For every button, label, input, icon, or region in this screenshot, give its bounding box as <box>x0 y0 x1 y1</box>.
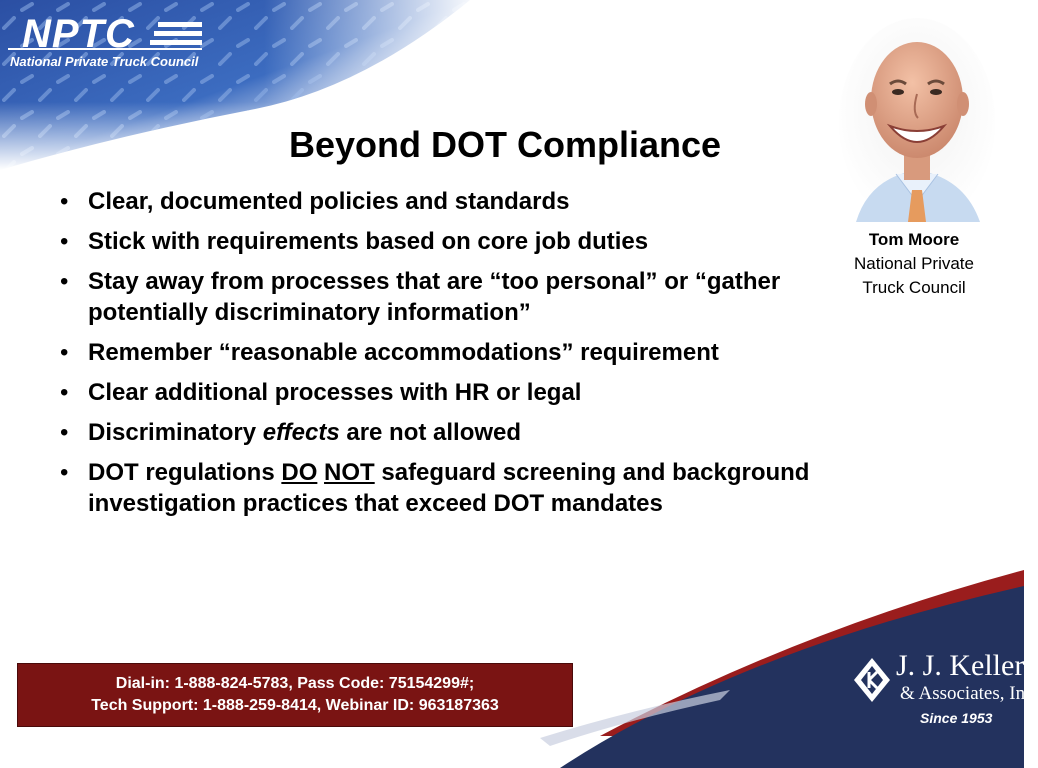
bullet-item <box>60 337 850 368</box>
bullet-text-end: are not allowed <box>339 419 522 446</box>
bullet-item <box>60 266 850 328</box>
bullet-text: Stay away from processes that are “too personal” or “gather potentially discriminatory information” <box>88 268 781 326</box>
underlined-do: DO <box>281 459 318 486</box>
sponsor-since: Since 1953 <box>920 710 993 726</box>
underlined-not: NOT <box>324 459 375 486</box>
dial-in-info-box <box>18 664 572 726</box>
speaker-org-line1: National Private <box>853 254 974 273</box>
tech-support-line: Tech Support: 1-888-259-8414, Webinar ID: 963187363 <box>91 697 499 714</box>
speaker-org-line2: Truck Council <box>862 278 966 297</box>
bullet-item <box>60 377 850 408</box>
bullet-text-start: DOT regulations <box>88 459 282 486</box>
nptc-logo <box>8 8 208 70</box>
bullet-text: Stick with requirements based on core job duties <box>88 228 649 255</box>
speaker-name: Tom Moore <box>868 230 960 249</box>
bullet-item <box>60 417 850 448</box>
bullet-item <box>60 457 850 519</box>
bullet-text: Clear, documented policies and standards <box>88 188 570 215</box>
bullet-list <box>60 186 850 528</box>
bullet-text: Remember “reasonable accommodations” requirement <box>88 339 719 366</box>
keller-diamond-logo <box>852 656 892 704</box>
speaker-photo <box>838 22 996 230</box>
slide-title: Beyond DOT Compliance <box>288 124 722 165</box>
bullet-text-start: Discriminatory <box>88 419 263 446</box>
bullet-text-end: safeguard screening and background investigation practices that exceed DOT mandates <box>88 459 810 517</box>
sponsor-suffix: & Associates, Inc. <box>900 683 1038 704</box>
bullet-item <box>60 186 850 217</box>
bullet-text: Clear additional processes with HR or legal <box>88 379 582 406</box>
dial-in-line: Dial-in: 1-888-824-5783, Pass Code: 75154299#; <box>115 675 475 692</box>
speaker-caption <box>834 228 994 300</box>
sponsor-logo <box>896 650 1038 726</box>
logo-subtitle: National Private Truck Council <box>10 54 199 69</box>
bullet-emphasis: effects <box>262 419 340 446</box>
bullet-item <box>60 226 850 257</box>
logo-wordmark: NPTC <box>22 12 135 56</box>
sponsor-name: J. J. Keller <box>896 649 1025 682</box>
